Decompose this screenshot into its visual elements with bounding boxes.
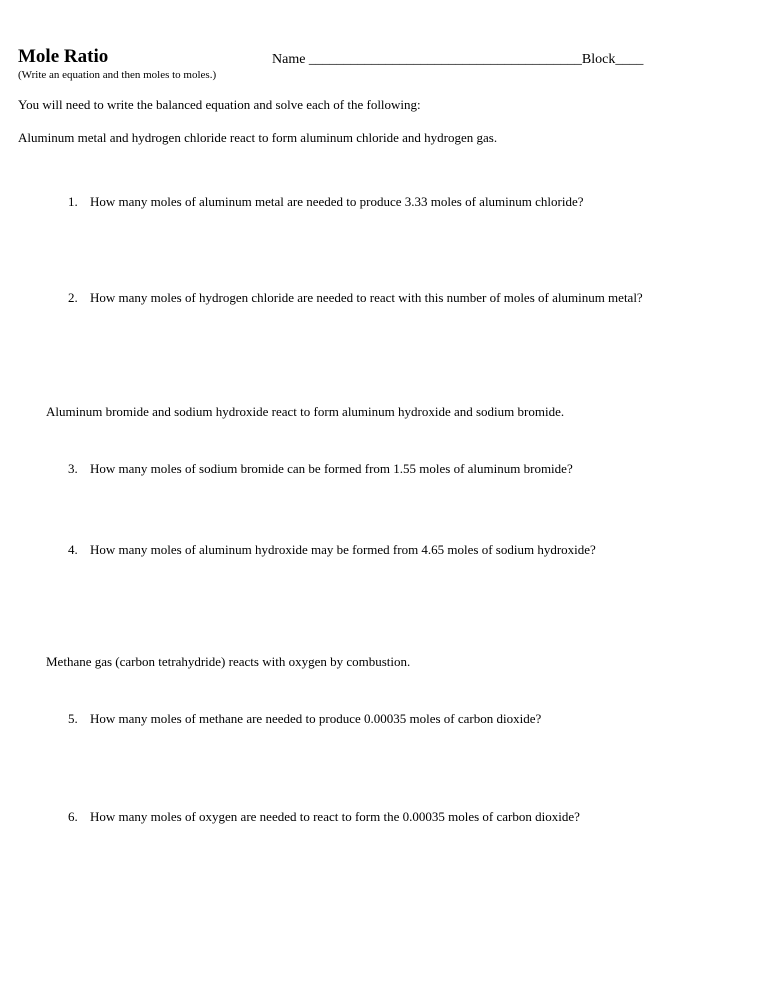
- question-text: How many moles of methane are needed to produce 0.00035 moles of carbon dioxide?: [90, 711, 542, 726]
- question-number: 6.: [68, 809, 78, 824]
- worksheet-title: Mole Ratio: [18, 46, 109, 67]
- reaction-2: Aluminum bromide and sodium hydroxide react to form aluminum hydroxide and sodium bromide.: [46, 404, 565, 419]
- question-text: How many moles of sodium bromide can be formed from 1.55 moles of aluminum bromide?: [90, 461, 573, 476]
- question-text: How many moles of aluminum hydroxide may be formed from 4.65 moles of sodium hydroxide?: [90, 542, 596, 557]
- question-text: How many moles of aluminum metal are needed to produce 3.33 moles of aluminum chloride?: [90, 194, 584, 209]
- question-2: [68, 290, 643, 306]
- question-3: [68, 461, 573, 477]
- question-5: [68, 711, 541, 727]
- reaction-3: Methane gas (carbon tetrahydride) reacts with oxygen by combustion.: [46, 654, 411, 669]
- question-number: 5.: [68, 711, 78, 726]
- question-text: How many moles of oxygen are needed to react to form the 0.00035 moles of carbon dioxide?: [90, 809, 580, 824]
- reaction-1: Aluminum metal and hydrogen chloride react to form aluminum chloride and hydrogen gas.: [18, 130, 498, 145]
- intro-text: You will need to write the balanced equation and solve each of the following:: [18, 97, 421, 112]
- question-text: How many moles of hydrogen chloride are needed to react with this number of moles of aluminum metal?: [90, 290, 643, 305]
- question-4: [68, 542, 596, 558]
- question-6: [68, 809, 580, 825]
- instruction-note: (Write an equation and then moles to moles.): [18, 69, 217, 81]
- name-block-line: Name _______________________________________Block____: [272, 52, 644, 67]
- question-number: 2.: [68, 290, 78, 305]
- question-1: [68, 194, 584, 210]
- question-number: 4.: [68, 542, 78, 557]
- question-number: 3.: [68, 461, 78, 476]
- question-number: 1.: [68, 194, 78, 209]
